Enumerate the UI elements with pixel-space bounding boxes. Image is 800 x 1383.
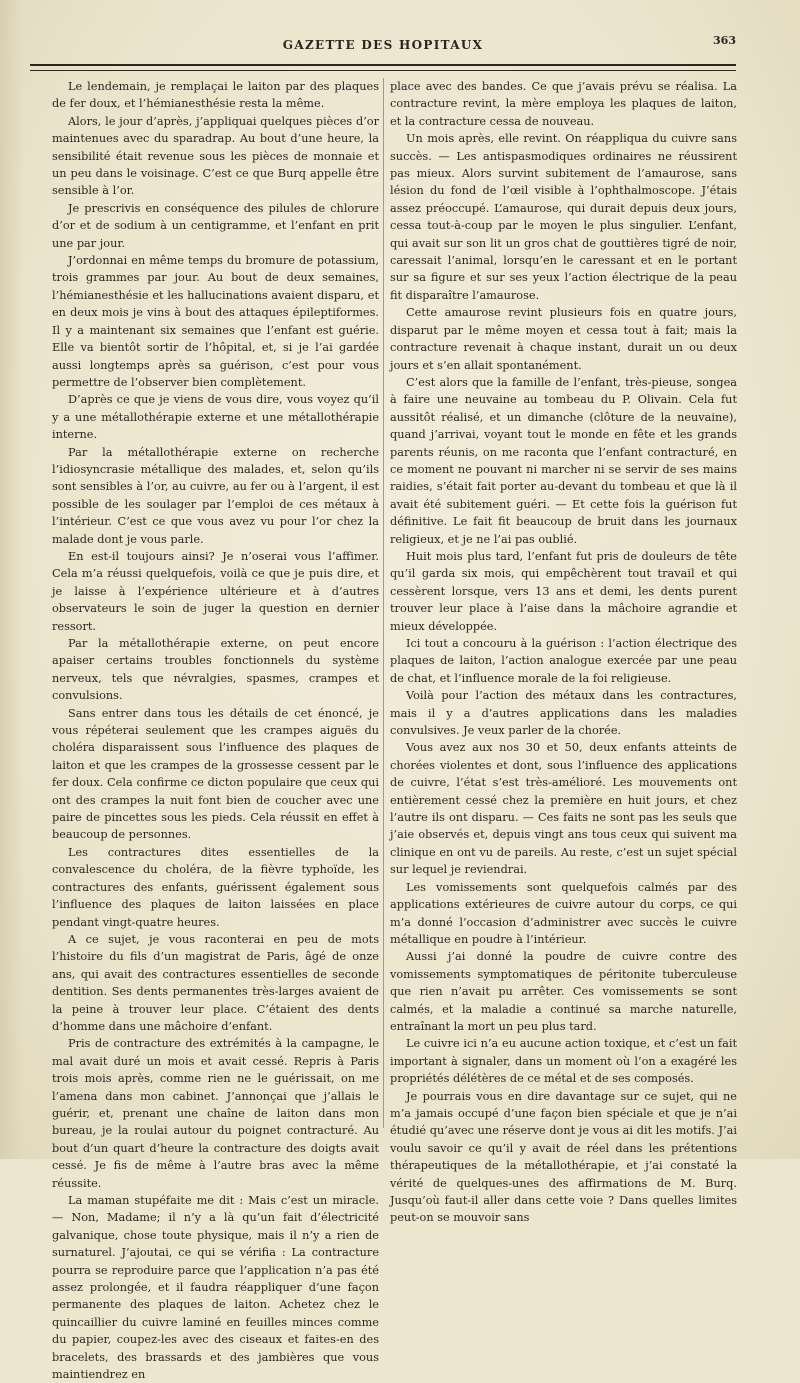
paragraph: Par la métallothérapie externe on recherche l’idiosyncrasie métallique des malades, et, selon qu’ils sont sensibles à l’or, au cuivre, au fer ou à l’argent, il est possible de les soulager par l’emploi de ces métaux à l’intérieur. C’est ce que vous avez vu pour l’or chez la malade dont je vous parle. (52, 445, 379, 546)
paragraph: Par la métallothérapie externe, on peut encore apaiser certains troubles fonctionnels du système nerveux, tels que névralgies, spasmes, crampes et convulsions. (52, 637, 379, 703)
paragraph: A ce sujet, je vous raconterai en peu de mots l’histoire du fils d’un magistrat de Paris, âgé de onze ans, qui avait des contractures essentielles de seconde dentition. Ses dents permanentes très-larges avaient de la peine à trouver leur place. C’étaient des dents d’homme dans une mâchoire d’enfant. (52, 932, 379, 1033)
paragraph: Alors, le jour d’après, j’appliquai quelques pièces d’or maintenues avec du sparadrap. Au bout d’une heure, la sensibilité était revenue sous les pièces de monnaie et un peu dans le voisinage. C’est ce que Burq appelle être sensible à l’or. (52, 114, 379, 198)
page-header (30, 34, 736, 60)
paragraph: Voilà pour l’action des métaux dans les contractures, mais il y a d’autres applications dans les maladies convulsives. Je veux parler de la chorée. (390, 689, 737, 738)
paragraph: Je prescrivis en conséquence des pilules de chlorure d’or et de sodium à un centigramme, et l’enfant en prit une par jour. (52, 201, 379, 250)
right-column (390, 78, 737, 1227)
paragraph: Le lendemain, je remplaçai le laiton par des plaques de fer doux, et l’hémianesthésie resta la même. (52, 80, 379, 111)
paragraph: En est-il toujours ainsi? Je n’oserai vous l’affimer. Cela m’a réussi quelquefois, voilà ce que je puis dire, et je laisse à l’expérience ultérieure et à d’autres observateurs le soin de juger la question en dernier ressort. (52, 549, 379, 633)
paragraph: Un mois après, elle revint. On réappliqua du cuivre sans succès. — Les antispasmodiques ordinaires ne réussirent pas mieux. Alors survint subitement de l’amaurose, sans lésion du fond de l’œil visible à l’ophthalmoscope. J’étais assez préoccupé. L’amaurose, qui durait depuis deux jours, cessa tout-à-coup par le moyen le plus singulier. L’enfant, qui avait sur son lit un gros chat de gouttières tigré de noir, caressait l’animal, lorsqu’en le caressant et en le portant sur sa figure et sur ses yeux l’action électrique de la peau fit disparaître l’amaurose. (390, 132, 737, 302)
paragraph: Ici tout a concouru à la guérison : l’action électrique des plaques de laiton, l’action analogue exercée par une peau de chat, et l’influence morale de la foi religieuse. (390, 637, 737, 685)
paragraph: Cette amaurose revint plusieurs fois en quatre jours, disparut par le même moyen et cessa tout à fait; mais la contracture revenait à chaque instant, durait un ou deux jours et s’en allait spontanément. (390, 306, 737, 372)
page-number: 363 (713, 34, 736, 47)
paragraph: C’est alors que la famille de l’enfant, très-pieuse, songea à faire une neuvaine au tombeau du P. Olivain. Cela fut aussitôt réalisé, et un dimanche (clôture de la neuvaine), quand j’arrivai, voyant tout le monde en fête et les grands parents réunis, on me raconta que l’enfant contracturé, en ce moment ne pouvant ni marcher ni se servir de ses mains raidies, s’était fait porter au-devant du tombeau et que là il avait été subitement guéri. — Et cette fois la guérison fut définitive. Le fait fit beaucoup de bruit dans les journaux religieux, et je ne l’ai pas oublié. (390, 375, 737, 546)
paragraph: place avec des bandes. Ce que j’avais prévu se réalisa. La contracture revint, la mère employa les plaques de laiton, et la contracture cessa de nouveau. (390, 80, 737, 128)
paragraph: Je pourrais vous en dire davantage sur ce sujet, qui ne m’a jamais occupé d’une façon bien spéciale et que je n’ai étudié qu’avec une réserve dont je vous ai dit les motifs. J’ai voulu savoir ce qu’il y avait de réel dans les prétentions thérapeutiques de la métallothérapie, et j’ai constaté la vérité de quelques-unes des affirmations de M. Burq. Jusqu’où faut-il aller dans cette voie ? Dans quelles limites peut-on se mouvoir sans (390, 1089, 737, 1225)
column-divider (383, 78, 384, 1128)
paragraph: Les vomissements sont quelquefois calmés par des applications extérieures de cuivre autour du corps, ce qui m’a donné l’occasion d’administrer avec succès le cuivre métallique en poudre à l’intérieur. (390, 880, 737, 946)
paragraph: La maman stupéfaite me dit : Mais c’est un miracle. — Non, Madame; il n’y a là qu’un fait d’électricité galvanique, chose toute physique, mais il n’y a rien de surnaturel. J’ajoutai, ce qui se vérifia : La contracture pourra se reproduire parce que l’application n’a pas été assez prolongée, et il faudra réappliquer d’une façon permanente des plaques de laiton. Achetez chez le quincaillier du cuivre laminé en feuilles minces comme du papier, coupez-les avec des ciseaux et faites-en des bracelets, des brassards et des jambières que vous maintiendrez en (52, 1194, 379, 1382)
header-rule (30, 64, 736, 71)
paragraph: Les contractures dites essentielles de la convalescence du choléra, de la fièvre typhoïde, les contractures des enfants, guérissent également sous l’influence des plaques de laiton laissées en place pendant vingt-quatre heures. (52, 845, 379, 929)
paragraph: Sans entrer dans tous les détails de cet énoncé, je vous répéterai seulement que les crampes aiguës du choléra disparaissent sous l’influence des plaques de laiton et que les crampes de la grossesse cessent par le fer doux. Cela confirme ce dicton populaire que ceux qui ont des crampes la nuit font bien de coucher avec une paire de pincettes sous les pieds. Cela réussit en effet à beaucoup de personnes. (52, 706, 379, 842)
page-edge-shadow (0, 0, 24, 1159)
paragraph: D’après ce que je viens de vous dire, vous voyez qu’il y a une métallothérapie externe et une métallothérapie interne. (52, 393, 379, 442)
paragraph: Le cuivre ici n’a eu aucune action toxique, et c’est un fait important à signaler, dans un moment où l’on a exagéré les propriétés délétères de ce métal et de ses composés. (390, 1037, 737, 1086)
paragraph: Pris de contracture des extrémités à la campagne, le mal avait duré un mois et avait cessé. Repris à Paris trois mois après, comme rien ne le guérissait, on me l’amena dans mon cabinet. J’annonçai que j’allais le guérir, et, prenant une chaîne de laiton dans mon bureau, je la roulai autour du poignet contracturé. Au bout d’un quart d’heure la contracture des doigts avait cessé. Je fis de même à l’autre bras avec la même réussite. (52, 1037, 379, 1190)
paragraph: Aussi j’ai donné la poudre de cuivre contre des vomissements symptomatiques de péritonite tuberculeuse que rien n’avait pu arrêter. Ces vomissements se sont calmés, et la maladie a continué sa marche naturelle, entraînant la mort un peu plus tard. (390, 950, 737, 1033)
paragraph: Vous avez aux nos 30 et 50, deux enfants atteints de chorées violentes et dont, sous l’influence des applications de cuivre, l’état s’est très-amélioré. Les mouvements ont entièrement cessé chez la première en huit jours, et chez l’autre ils ont disparu. — Ces faits ne sont pas les seuls que j’aie observés et, depuis vingt ans tous ceux qui suivent ma clinique en ont vu de pareils. Au reste, c’est un sujet spécial sur lequel je reviendrai. (390, 741, 737, 877)
left-column (52, 78, 379, 1383)
running-title: GAZETTE DES HOPITAUX (282, 38, 484, 52)
paragraph: Huit mois plus tard, l’enfant fut pris de douleurs de tête qu’il garda six mois, qui empêchèrent tout travail et qui cessèrent lorsque, vers 13 ans et demi, les dents purent trouver leur place à l’aise dans la mâchoire agrandie et mieux développée. (390, 549, 737, 633)
paragraph: J’ordonnai en même temps du bromure de potassium, trois grammes par jour. Au bout de deux semaines, l’hémianesthésie et les hallucinations avaient disparu, et en deux mois je vins à bout des attaques épileptiformes. Il y a maintenant six semaines que l’enfant est guérie. Elle va bientôt sortir de l’hôpital, et, si je l’ai gardée aussi longtemps après sa guérison, c’est pour vous permettre de l’observer bien complètement. (52, 254, 379, 389)
